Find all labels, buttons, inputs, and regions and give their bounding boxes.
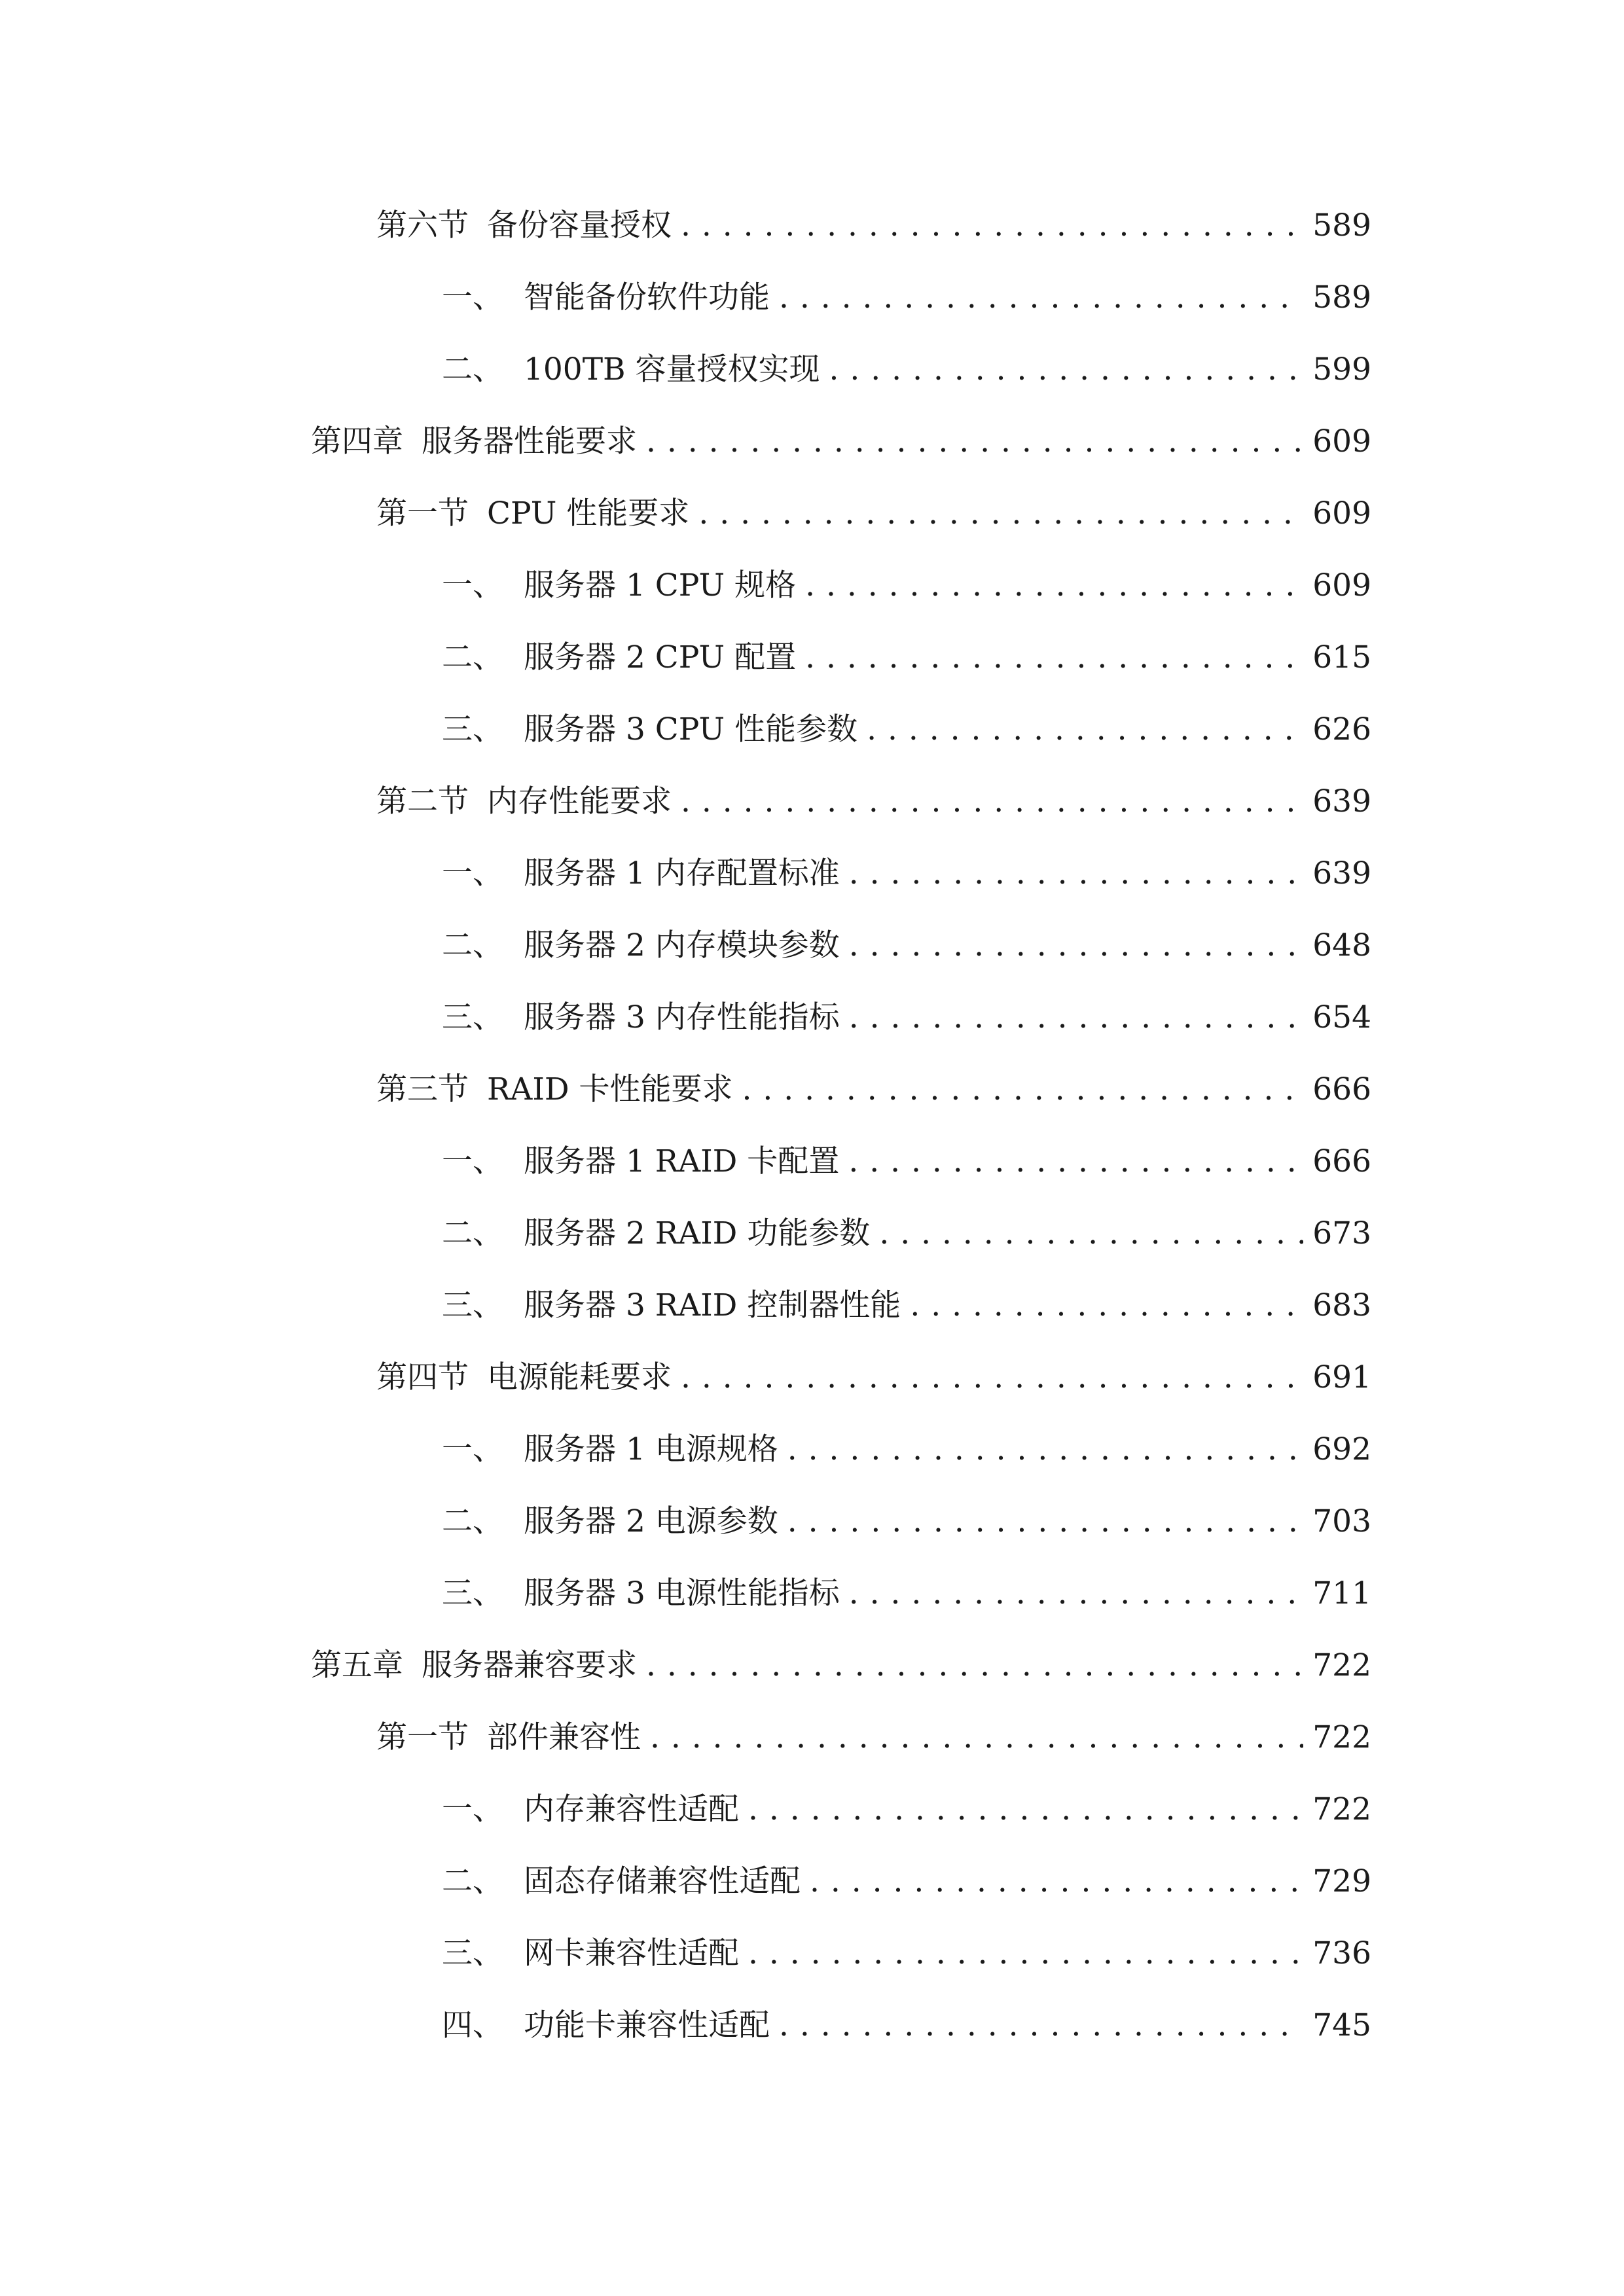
toc-entry[interactable] bbox=[376, 491, 1371, 537]
toc-page-number: 609 bbox=[1312, 423, 1371, 459]
toc-entry-title: 三、 网卡兼容性适配 bbox=[442, 1935, 739, 1971]
toc-entry-title: 二、 服务器 2 内存模块参数 bbox=[442, 927, 840, 963]
toc-page-number: 639 bbox=[1312, 783, 1371, 819]
toc-entry-title: 第四章 服务器性能要求 bbox=[311, 423, 637, 459]
toc-leader-dots bbox=[650, 1715, 1303, 1761]
toc-page-number: 639 bbox=[1312, 855, 1371, 891]
toc-leader-dots bbox=[779, 275, 1303, 321]
toc-entry[interactable] bbox=[442, 851, 1371, 897]
toc-leader-dots bbox=[879, 1211, 1303, 1257]
toc-entry-title: 一、 服务器 1 CPU 规格 bbox=[442, 567, 797, 603]
toc-entry[interactable] bbox=[442, 1499, 1371, 1545]
toc-entry-title: 三、 服务器 3 RAID 控制器性能 bbox=[442, 1287, 901, 1323]
toc-entry[interactable] bbox=[442, 1931, 1371, 1977]
toc-entry-title: 四、 功能卡兼容性适配 bbox=[442, 2007, 770, 2043]
toc-entry-title: 二、 服务器 2 电源参数 bbox=[442, 1503, 778, 1539]
toc-entry[interactable] bbox=[442, 275, 1371, 321]
toc-entry[interactable] bbox=[442, 923, 1371, 969]
toc-entry[interactable] bbox=[442, 1139, 1371, 1185]
toc-entry-title: 一、 智能备份软件功能 bbox=[442, 279, 770, 315]
toc-page-number: 599 bbox=[1312, 351, 1371, 387]
toc-entry[interactable] bbox=[442, 347, 1371, 393]
toc-entry-title: 一、 内存兼容性适配 bbox=[442, 1791, 739, 1827]
toc-page-number: 609 bbox=[1312, 567, 1371, 603]
toc-page-number: 691 bbox=[1312, 1359, 1371, 1395]
toc-entry[interactable] bbox=[442, 1787, 1371, 1833]
toc-leader-dots bbox=[681, 1355, 1303, 1401]
toc-entry-title: 二、 100TB 容量授权实现 bbox=[442, 351, 820, 387]
toc-entry[interactable] bbox=[442, 1427, 1371, 1473]
toc-page-number: 673 bbox=[1312, 1215, 1371, 1251]
toc-entry-title: 二、 服务器 2 CPU 配置 bbox=[442, 639, 797, 675]
toc-entry[interactable] bbox=[442, 1859, 1371, 1905]
toc-leader-dots bbox=[748, 1787, 1303, 1833]
toc-leader-dots bbox=[805, 563, 1303, 609]
toc-entry[interactable] bbox=[442, 707, 1371, 753]
toc-page-number: 692 bbox=[1312, 1431, 1371, 1467]
toc-entry[interactable] bbox=[442, 995, 1371, 1041]
toc-entry[interactable] bbox=[442, 1211, 1371, 1257]
toc-page-number: 589 bbox=[1312, 279, 1371, 315]
toc-leader-dots bbox=[681, 779, 1303, 825]
toc-leader-dots bbox=[910, 1283, 1303, 1329]
toc-entry-title: 第二节 内存性能要求 bbox=[376, 783, 672, 819]
toc-entry-title: 三、 服务器 3 内存性能指标 bbox=[442, 999, 840, 1035]
toc-leader-dots bbox=[848, 1139, 1303, 1185]
toc-entry-title: 二、 固态存储兼容性适配 bbox=[442, 1863, 801, 1899]
toc-page-number: 722 bbox=[1312, 1791, 1371, 1827]
toc-leader-dots bbox=[867, 707, 1303, 753]
toc-entry[interactable] bbox=[376, 1715, 1371, 1761]
toc-leader-dots bbox=[787, 1427, 1303, 1473]
toc-entry[interactable] bbox=[376, 1067, 1371, 1113]
toc-page-number: 729 bbox=[1312, 1863, 1371, 1899]
toc-entry-title: 三、 服务器 3 CPU 性能参数 bbox=[442, 711, 858, 747]
toc-page-number: 722 bbox=[1312, 1719, 1371, 1755]
toc-entry-title: 第六节 备份容量授权 bbox=[376, 207, 672, 243]
toc-leader-dots bbox=[646, 1643, 1303, 1689]
toc-entry[interactable] bbox=[311, 419, 1371, 465]
toc-entry-title: 一、 服务器 1 内存配置标准 bbox=[442, 855, 840, 891]
toc-entry[interactable] bbox=[311, 1643, 1371, 1689]
toc-leader-dots bbox=[810, 1859, 1303, 1905]
toc-entry[interactable] bbox=[376, 203, 1371, 249]
toc-page-number: 615 bbox=[1312, 639, 1371, 675]
toc-entry[interactable] bbox=[442, 635, 1371, 681]
toc-entry[interactable] bbox=[442, 1283, 1371, 1329]
toc-page-number: 703 bbox=[1312, 1503, 1371, 1539]
toc-entry[interactable] bbox=[442, 1571, 1371, 1617]
toc-leader-dots bbox=[849, 995, 1303, 1041]
toc-entry-title: 一、 服务器 1 RAID 卡配置 bbox=[442, 1143, 840, 1179]
toc-page-number: 626 bbox=[1312, 711, 1371, 747]
toc-leader-dots bbox=[646, 419, 1303, 465]
toc-page-number: 745 bbox=[1312, 2007, 1371, 2043]
toc-entry-title: 第一节 部件兼容性 bbox=[376, 1719, 641, 1755]
toc-entry[interactable] bbox=[442, 563, 1371, 609]
toc-page-number: 609 bbox=[1312, 495, 1371, 531]
toc-entry-title: 第五章 服务器兼容要求 bbox=[311, 1647, 637, 1683]
toc-leader-dots bbox=[698, 491, 1303, 537]
toc-entry[interactable] bbox=[376, 1355, 1371, 1401]
toc-entry[interactable] bbox=[376, 779, 1371, 825]
toc-leader-dots bbox=[748, 1931, 1303, 1977]
toc-entry-title: 第三节 RAID 卡性能要求 bbox=[376, 1071, 733, 1107]
toc-page-number: 666 bbox=[1312, 1143, 1371, 1179]
toc-leader-dots bbox=[849, 923, 1303, 969]
toc-page-number: 736 bbox=[1312, 1935, 1371, 1971]
toc-page-number: 722 bbox=[1312, 1647, 1371, 1683]
toc-entry-title: 一、 服务器 1 电源规格 bbox=[442, 1431, 778, 1467]
toc-entry[interactable] bbox=[442, 2003, 1371, 2049]
toc-leader-dots bbox=[849, 1571, 1303, 1617]
toc-entry-title: 第四节 电源能耗要求 bbox=[376, 1359, 672, 1395]
toc-leader-dots bbox=[681, 203, 1303, 249]
toc-leader-dots bbox=[787, 1499, 1303, 1545]
toc-page-number: 589 bbox=[1312, 207, 1371, 243]
toc-page-number: 648 bbox=[1312, 927, 1371, 963]
toc-page-number: 711 bbox=[1312, 1575, 1371, 1611]
toc-page-number: 666 bbox=[1312, 1071, 1371, 1107]
toc-entry-title: 二、 服务器 2 RAID 功能参数 bbox=[442, 1215, 871, 1251]
toc-leader-dots bbox=[849, 851, 1303, 897]
toc-leader-dots bbox=[779, 2003, 1303, 2049]
toc-entry-title: 三、 服务器 3 电源性能指标 bbox=[442, 1575, 840, 1611]
toc-page-number: 683 bbox=[1312, 1287, 1371, 1323]
toc-entry-title: 第一节 CPU 性能要求 bbox=[376, 495, 690, 531]
toc-page-number: 654 bbox=[1312, 999, 1371, 1035]
toc-leader-dots bbox=[829, 347, 1303, 393]
toc-leader-dots bbox=[805, 635, 1303, 681]
toc-leader-dots bbox=[742, 1067, 1303, 1113]
